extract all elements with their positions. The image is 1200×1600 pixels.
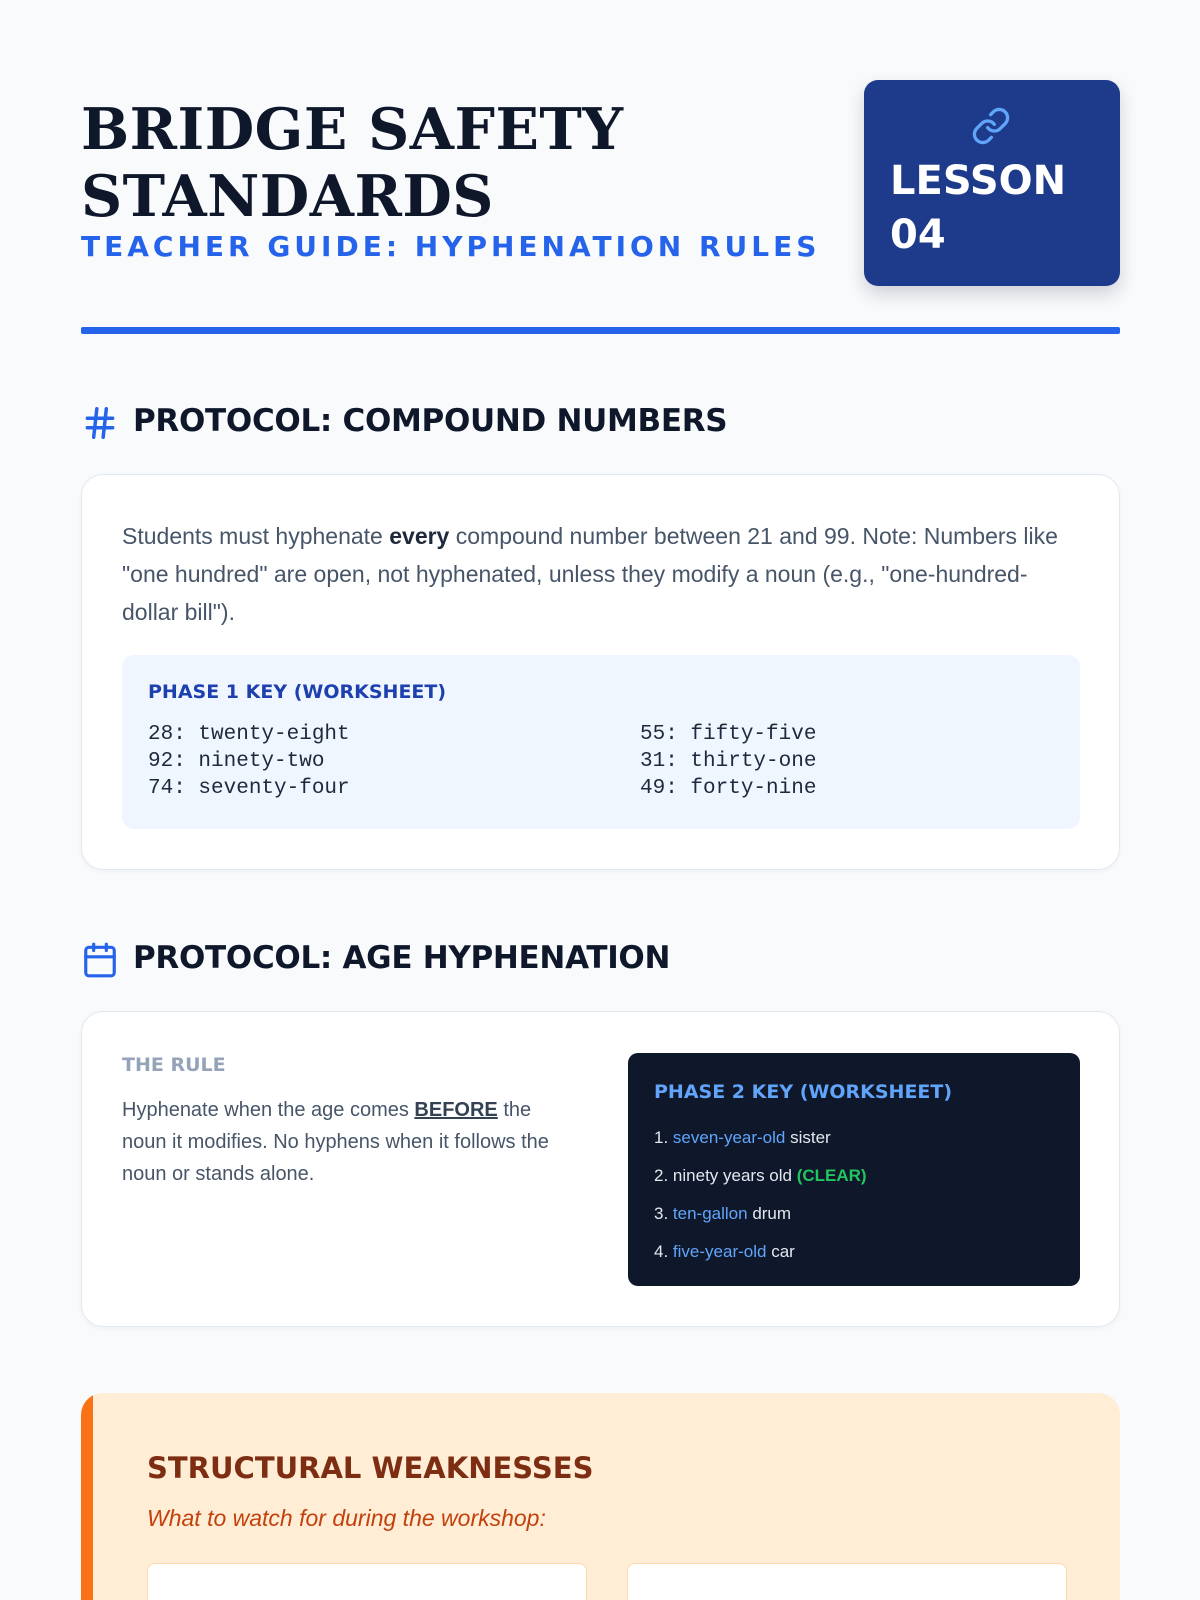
rule-text-start: Hyphenate when the age comes (122, 1099, 415, 1121)
header-divider (81, 327, 1120, 334)
section-heading-age-hyphenation (81, 936, 1120, 986)
age-hyphenation-card (81, 1011, 1120, 1327)
lesson-word: LESSON (890, 158, 1067, 204)
item-highlight: ten-gallon (672, 1204, 748, 1223)
item-text: car (766, 1242, 795, 1261)
phase2-key-box (628, 1053, 1080, 1286)
item-text: sister (785, 1128, 831, 1147)
lesson-badge (864, 80, 1120, 286)
clear-tag: (CLEAR) (796, 1166, 867, 1185)
item-text: drum (747, 1204, 792, 1223)
title-line-2: STANDARDS (81, 163, 494, 230)
key-entry: 31: thirty-one (640, 750, 817, 773)
section-title: PROTOCOL: AGE HYPHENATION (133, 940, 671, 976)
rule-label: THE RULE (122, 1054, 226, 1076)
list-item (654, 1157, 867, 1195)
intro-text: Students must hyphenate (122, 523, 390, 549)
list-item (654, 1119, 867, 1157)
key-column-left (148, 721, 350, 802)
list-item (654, 1233, 867, 1271)
key-entry: 55: fifty-five (640, 723, 817, 746)
item-highlight: seven-year-old (672, 1128, 786, 1147)
key-entry: 92: ninety-two (148, 750, 325, 773)
item-number: 4. (654, 1242, 669, 1261)
phase2-key-title: PHASE 2 KEY (WORKSHEET) (654, 1081, 953, 1103)
page-header (81, 80, 1120, 334)
list-item (654, 1195, 867, 1233)
key-column-right (640, 721, 816, 802)
item-number: 3. (654, 1204, 669, 1223)
title-line-1: BRIDGE SAFETY (81, 96, 624, 163)
lesson-number: 04 (890, 212, 946, 258)
section-title: PROTOCOL: COMPOUND NUMBERS (133, 403, 728, 439)
intro-emphasis: every (389, 523, 450, 549)
accent-bar (81, 1393, 93, 1600)
weakness-panel (147, 1563, 587, 1600)
key-entry: 49: forty-nine (640, 777, 817, 800)
weaknesses-title: STRUCTURAL WEAKNESSES (147, 1451, 594, 1485)
section-heading-compound-numbers (81, 399, 1120, 449)
weaknesses-subtitle: What to watch for during the workshop: (147, 1505, 546, 1531)
phase2-key-list (654, 1119, 867, 1271)
page-title (81, 96, 841, 230)
weakness-panel (627, 1563, 1067, 1600)
phase1-key-box (122, 655, 1080, 829)
calendar-icon (81, 941, 119, 979)
compound-numbers-card (81, 474, 1120, 870)
rule-emphasis: BEFORE (414, 1099, 498, 1121)
compound-numbers-intro (122, 517, 1062, 631)
link-icon (971, 106, 1011, 146)
hash-icon (81, 404, 119, 442)
phase1-key-title: PHASE 1 KEY (WORKSHEET) (148, 681, 447, 703)
rule-text-end: the noun it modifies. No hyphens when it follows the noun or stands alone. (122, 1099, 549, 1185)
key-entry: 74: seventy-four (148, 777, 350, 800)
item-number: 2. (654, 1166, 669, 1185)
key-entry: 28: twenty-eight (148, 723, 350, 746)
page-subtitle: TEACHER GUIDE: HYPHENATION RULES (81, 230, 821, 263)
structural-weaknesses-card (81, 1393, 1120, 1600)
item-text: ninety years old (672, 1166, 797, 1185)
item-highlight: five-year-old (672, 1242, 767, 1261)
item-number: 1. (654, 1128, 669, 1147)
intro-text-rest: compound number between 21 and 99. Note: Numbers like "one hundred" are open, not hyphenated, unless they modify a noun (e.g., "one-hundred-dollar bill"). (122, 523, 1058, 625)
lesson-label (890, 154, 1066, 262)
rule-text (122, 1094, 562, 1190)
